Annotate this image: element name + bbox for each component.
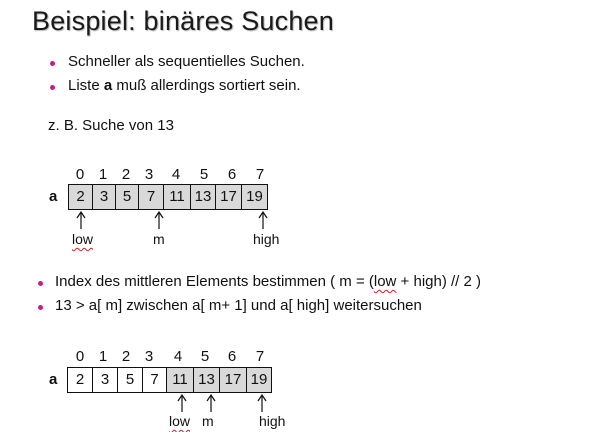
arrow-up-icon [177,394,187,412]
array-cell: 3 [93,185,116,209]
array-cell: 11 [167,368,194,392]
arrow-up-icon [258,211,268,229]
pointer-high: high [259,413,286,429]
bullet-2-post: muß allerdings sortiert sein. [112,77,301,94]
pointer-high: high [253,231,280,247]
array-name: a [49,371,58,388]
array-cell: 13 [191,185,216,209]
array-name: a [49,188,58,205]
bullet-dot [50,61,55,66]
index-label: 0 [75,348,85,365]
arrow-up-icon [206,394,216,412]
array-cell: 2 [69,185,93,209]
array-cells [68,184,268,210]
bullet-2-pre: Liste [68,77,104,94]
bullet-2-bold: a [103,77,113,94]
bullet-4-text: 13 > a[ m] zwischen a[ m+ 1] und a[ high] weitersuchen [55,297,422,314]
array-cell: 19 [242,185,267,209]
array-cell: 3 [93,368,118,392]
index-label: 4 [173,348,183,365]
index-label: 6 [227,166,237,183]
bullet-4 [55,297,422,314]
index-label: 7 [255,348,265,365]
array-cell: 13 [194,368,220,392]
bullet-1 [68,53,305,70]
array-cell: 5 [116,185,139,209]
arrow-up-icon [76,211,86,229]
index-label: 5 [200,348,210,365]
array-cell: 11 [164,185,191,209]
array-cell: 2 [68,368,93,392]
bullet-dot [50,85,55,90]
bullet-2 [68,77,301,94]
array-cells [67,367,272,393]
index-label: 3 [144,166,154,183]
index-label: 6 [227,348,237,365]
index-label: 3 [144,348,154,365]
array-cell: 5 [118,368,143,392]
index-label: 1 [98,166,108,183]
slide-title: Beispiel: binäres Suchen [32,6,334,36]
bullet-dot [38,281,43,286]
pointer-mid: m [153,231,165,247]
array-cell: 7 [139,185,164,209]
index-label: 2 [121,166,131,183]
example-label: z. B. Suche von 13 [48,117,174,134]
pointer-mid: m [202,413,214,429]
bullet-3 [55,273,481,290]
array-cell: 7 [143,368,167,392]
index-label: 2 [121,348,131,365]
arrow-up-icon [257,394,267,412]
array-cell: 17 [216,185,242,209]
index-label: 0 [75,166,85,183]
bullet-3-post: + high) // 2 ) [396,273,482,290]
index-label: 7 [255,166,265,183]
pointer-low: low [169,413,191,429]
index-label: 1 [98,348,108,365]
bullet-3-pre: Index des mittleren Elements bestimmen ( m = ( [55,273,374,290]
pointer-low: low [72,231,94,247]
array-cell: 19 [247,368,271,392]
index-label: 4 [171,166,181,183]
bullet-1-text: Schneller als sequentielles Suchen. [68,53,305,70]
bullet-3-low: low [373,273,397,290]
array-cell: 17 [220,368,247,392]
bullet-dot [38,305,43,310]
arrow-up-icon [154,211,164,229]
index-label: 5 [199,166,209,183]
